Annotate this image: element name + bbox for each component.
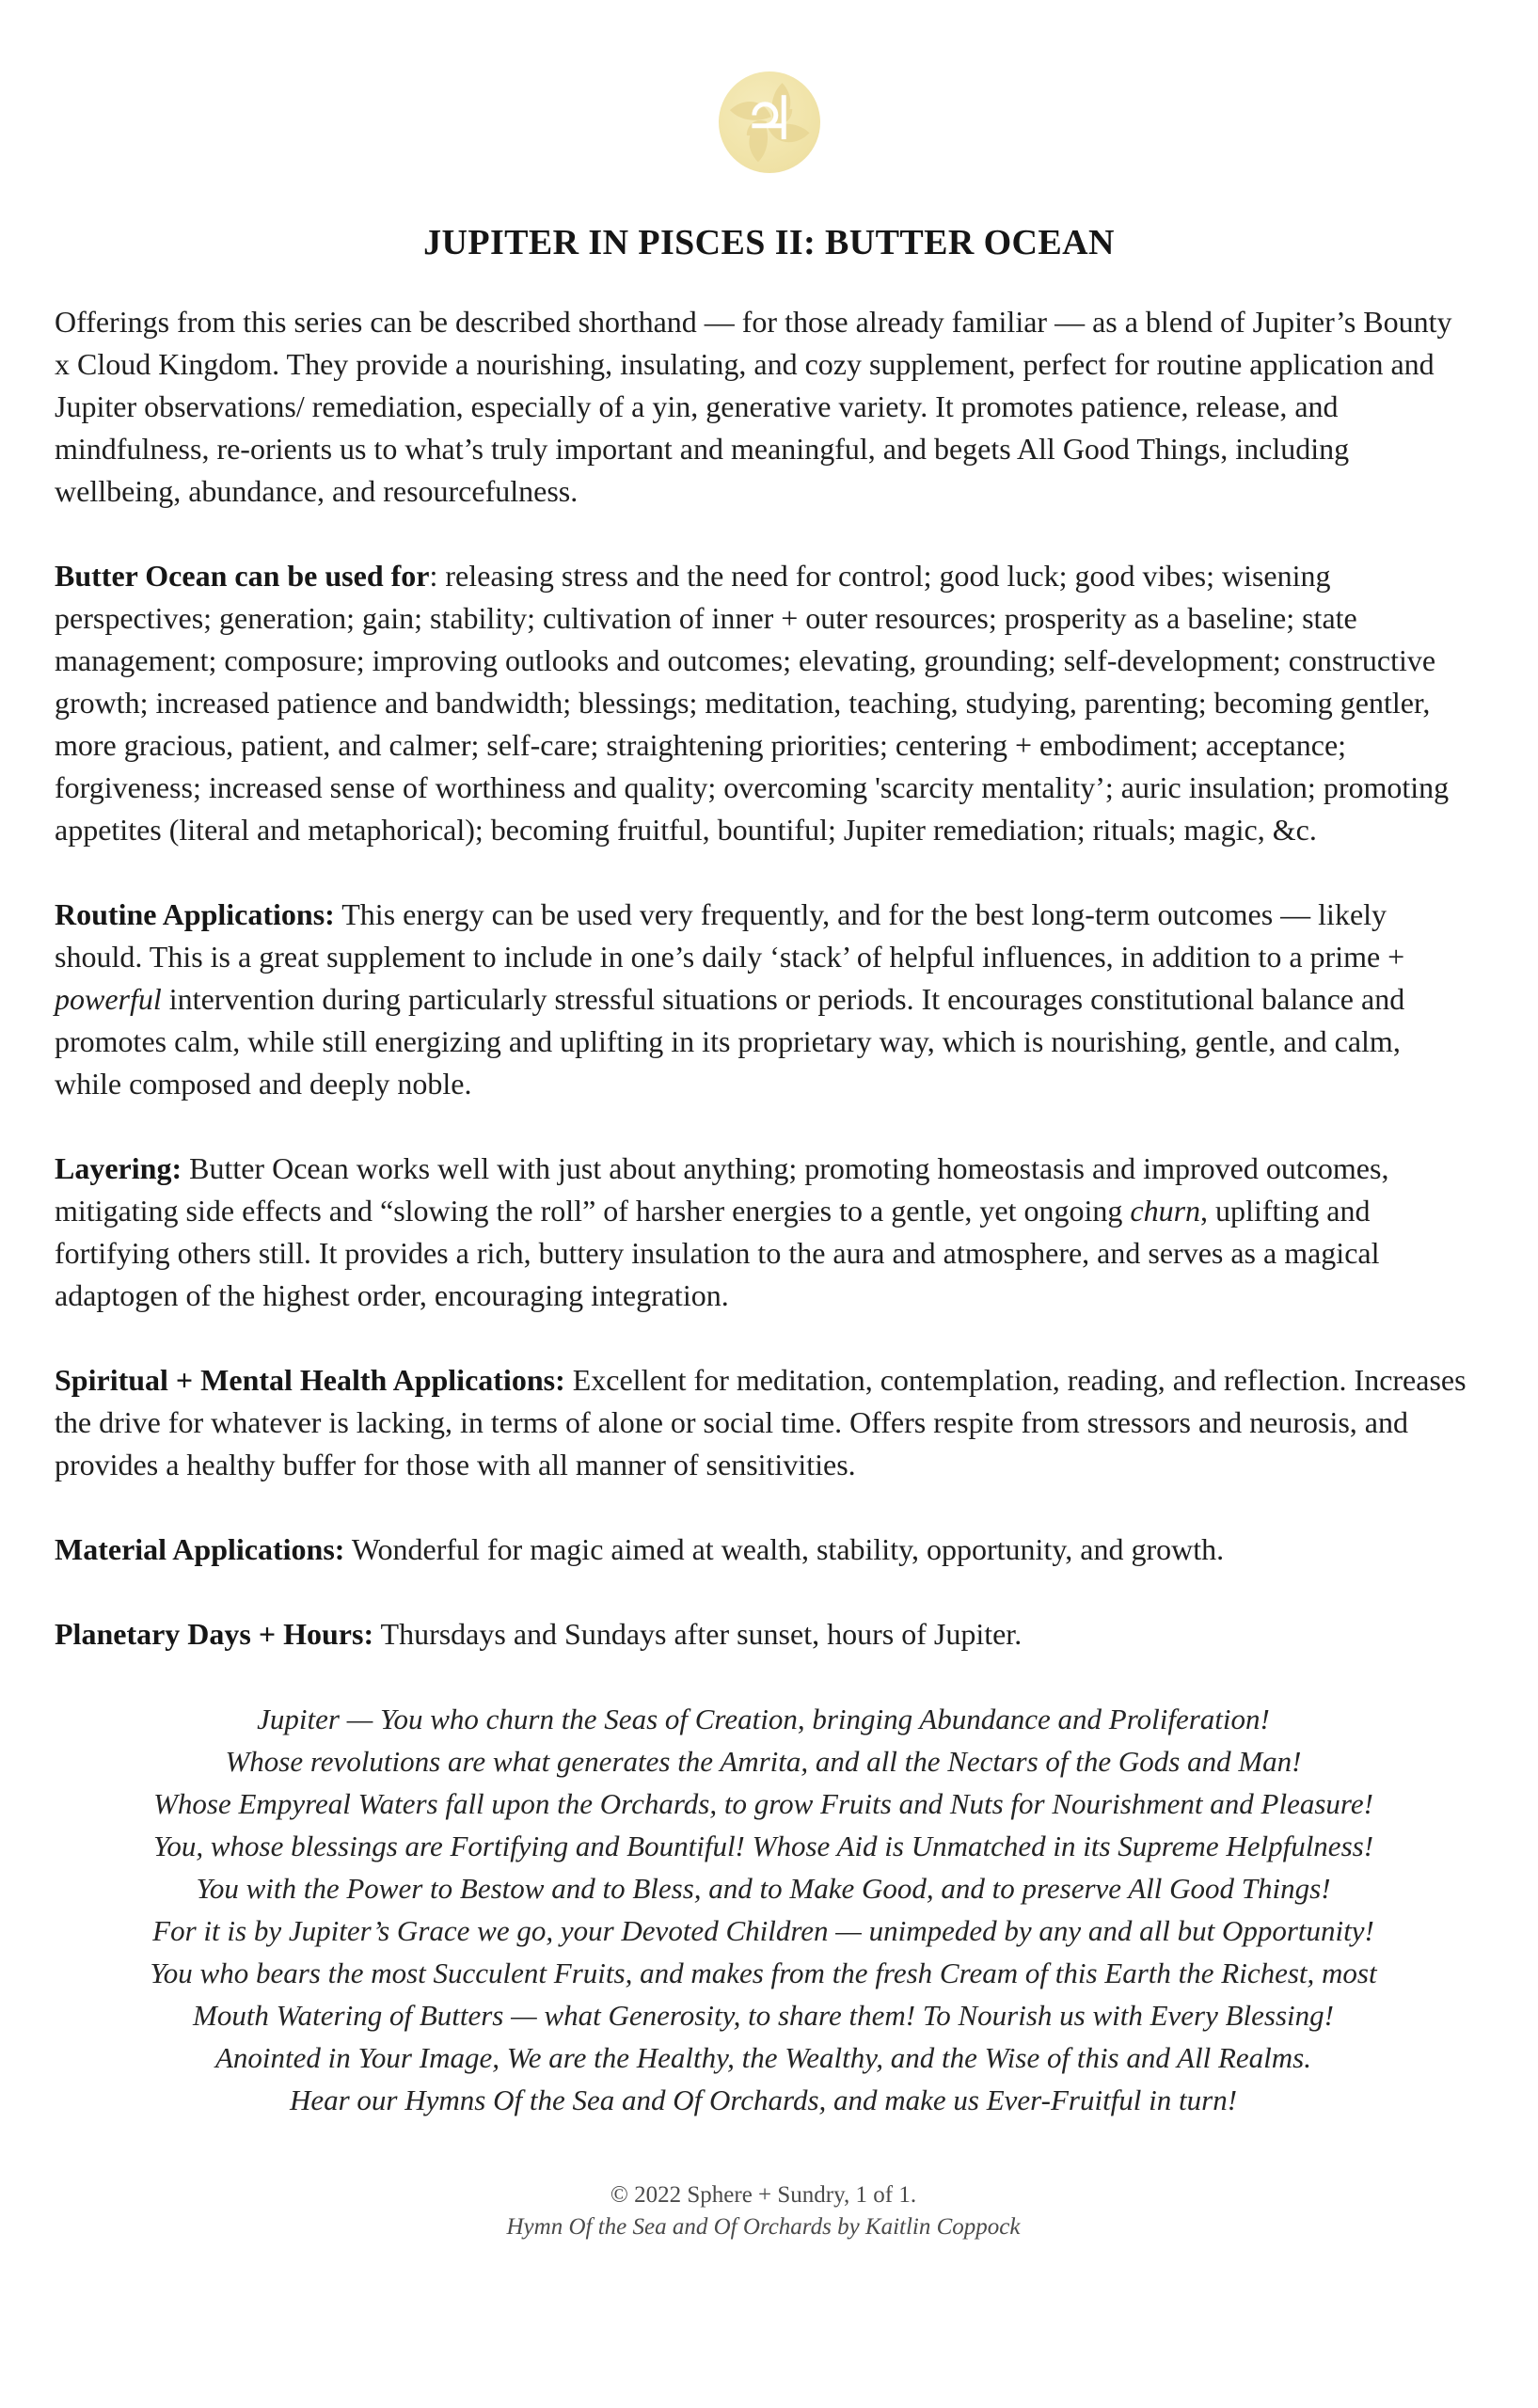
sphere-sundry-logo: [719, 71, 820, 173]
paragraph-text: Thursdays and Sundays after sunset, hours of Jupiter.: [373, 1617, 1023, 1651]
page-title: JUPITER IN PISCES II: BUTTER OCEAN: [423, 223, 1115, 262]
paragraph-lead: Material Applications:: [55, 1532, 345, 1566]
jupiter-glyph-icon: ♃: [741, 85, 797, 154]
planetary-days-hours-paragraph: [55, 1613, 1472, 1656]
hymn-line: Whose Empyreal Waters fall upon the Orchards, to grow Fruits and Nuts for Nourishment and Pleasure!: [153, 1787, 1373, 1820]
material-applications-paragraph: [55, 1529, 1472, 1571]
attribution-line: Hymn Of the Sea and Of Orchards by Kaitlin Coppock: [506, 2214, 1021, 2240]
hymn-line: Hear our Hymns Of the Sea and Of Orchards, and make us Ever-Fruitful in turn!: [289, 2083, 1238, 2116]
layering-paragraph: [55, 1148, 1472, 1317]
paragraph-lead: Butter Ocean can be used for: [55, 559, 430, 593]
copyright-line: © 2022 Sphere + Sundry, 1 of 1.: [610, 2182, 917, 2208]
paragraph-text: Excellent for meditation, contemplation, reading, and reflection. Increases the drive for whatever is lacking, in terms of alone or social time. Offers respite from stressors and neurosis, and provides a healthy buffer for those with all manner of sensitivities.: [55, 1363, 1467, 1481]
paragraph-emphasis: powerful: [55, 982, 162, 1016]
paragraph-text: This energy can be used very frequently, and for the best long-term outcomes — likely should. This is a great supplement to include in one’s daily ‘stack’ of helpful influences, in addition to a prime +: [55, 897, 1405, 974]
hymn-line: Jupiter — You who churn the Seas of Creation, bringing Abundance and Proliferation!: [257, 1703, 1270, 1735]
masthead: [0, 71, 1538, 263]
paragraph-lead: Spiritual + Mental Health Applications:: [55, 1363, 565, 1397]
intro-paragraph: [55, 301, 1472, 513]
jupiter-hymn: [55, 1698, 1472, 2121]
paragraph-lead: Routine Applications:: [55, 897, 335, 931]
uses-paragraph: [55, 555, 1472, 851]
paragraph-emphasis: churn: [1130, 1194, 1201, 1228]
document-body: [0, 263, 1538, 2243]
hymn-line: Mouth Watering of Butters — what Generosity, to share them! To Nourish us with Every Blessing!: [193, 1999, 1334, 2032]
paragraph-text: Offerings from this series can be described shorthand — for those already familiar — as a blend of Jupiter’s Bounty x Cloud Kingdom. They provide a nourishing, insulating, and cozy supplement, perfect for routine application and Jupiter observations/ remediation, especially of a yin, generative variety. It promotes patience, release, and mindfulness, re-orients us to what’s truly important and meaningful, and begets All Good Things, including wellbeing, abundance, and resourcefulness.: [55, 305, 1452, 508]
routine-applications-paragraph: [55, 894, 1472, 1105]
hymn-line: For it is by Jupiter’s Grace we go, your Devoted Children — unimpeded by any and all but Opportunity!: [152, 1914, 1374, 1947]
paragraph-lead: Layering:: [55, 1151, 182, 1185]
paragraph-text: , uplifting and fortifying others still. It provides a rich, buttery insulation to the aura and atmosphere, and serves as a magical adaptogen of the highest order, encouraging integration.: [55, 1194, 1380, 1312]
hymn-line: You, whose blessings are Fortifying and Bountiful! Whose Aid is Unmatched in its Supreme Helpfulness!: [152, 1830, 1374, 1862]
page-footer: [55, 2179, 1472, 2243]
hymn-line: Whose revolutions are what generates the Amrita, and all the Nectars of the Gods and Man!: [225, 1745, 1302, 1778]
paragraph-text: : releasing stress and the need for control; good luck; good vibes; wisening perspectives; generation; gain; stability; cultivation of inner + outer resources; prosperity as a baseline; state management; composure; improving outlooks and outcomes; elevating, grounding; self-development; constructive growth; increased patience and bandwidth; blessings; meditation, teaching, studying, parenting; becoming gentler, more gracious, patient, and calmer; self-care; straightening priorities; centering + embodiment; acceptance; forgiveness; increased sense of worthiness and quality; overcoming 'scarcity mentality’; auric insulation; promoting appetites (literal and metaphorical); becoming fruitful, bountiful; Jupiter remediation; rituals; magic, &c.: [55, 559, 1450, 847]
paragraph-text: intervention during particularly stressful situations or periods. It encourages constitutional balance and promotes calm, while still energizing and uplifting in its proprietary way, which is nourishing, gentle, and calm, while composed and deeply noble.: [55, 982, 1405, 1101]
paragraph-text: Wonderful for magic aimed at wealth, stability, opportunity, and growth.: [344, 1532, 1225, 1566]
hymn-line: You who bears the most Succulent Fruits, and makes from the fresh Cream of this Earth the Richest, most: [150, 1956, 1377, 1989]
paragraph-text: Butter Ocean works well with just about anything; promoting homeostasis and improved outcomes, mitigating side effects and “slowing the roll” of harsher energies to a gentle, yet ongoing: [55, 1151, 1389, 1228]
hymn-line: Anointed in Your Image, We are the Healthy, the Wealthy, and the Wise of this and All Realms.: [215, 2041, 1311, 2074]
paragraph-lead: Planetary Days + Hours:: [55, 1617, 374, 1651]
spiritual-mental-health-paragraph: [55, 1359, 1472, 1486]
hymn-line: You with the Power to Bestow and to Bless, and to Make Good, and to preserve All Good Things!: [196, 1872, 1331, 1905]
